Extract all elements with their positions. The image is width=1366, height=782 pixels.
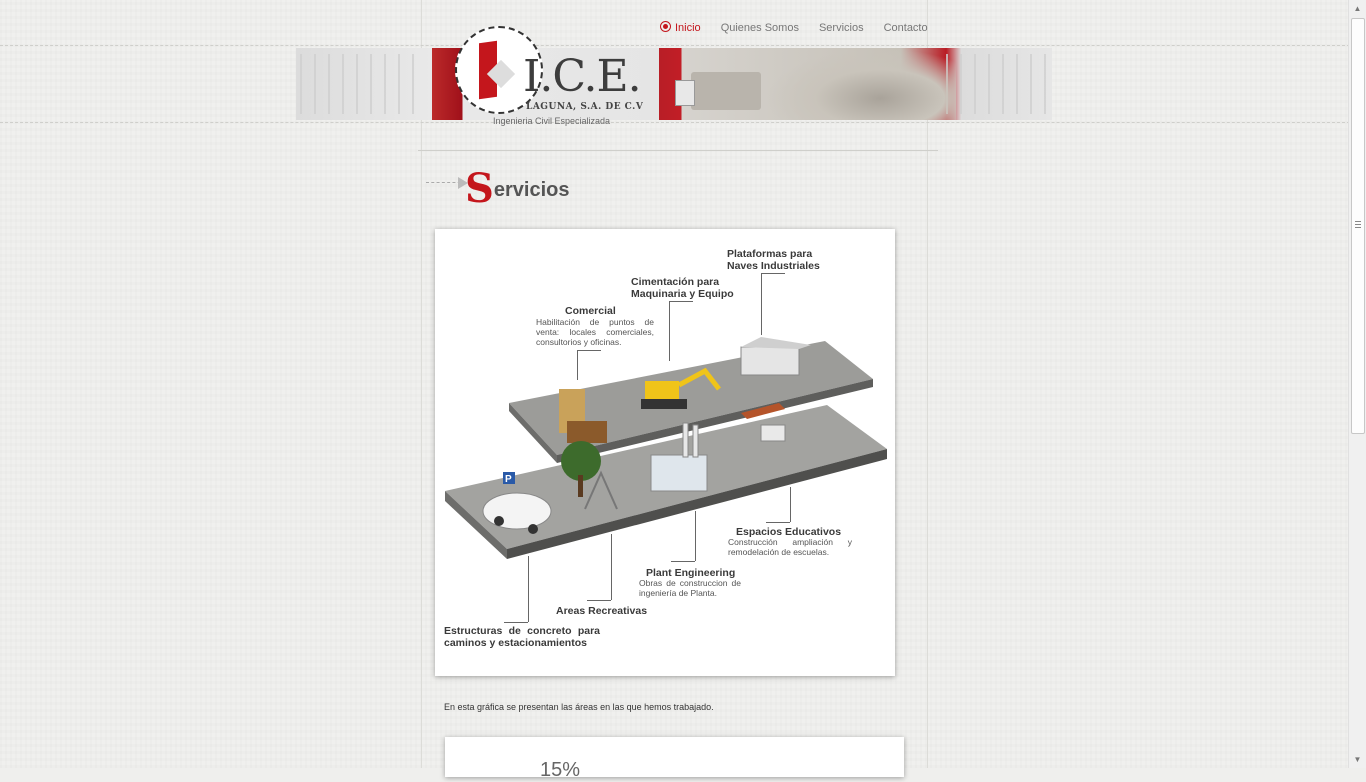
logo-name: I.C.E. [523,51,641,102]
leader-cimentacion [669,301,670,361]
services-diagram-card [435,229,895,676]
header-banner [296,48,1052,120]
desc-comercial: Habilitación de puntos de venta: locales comerciales, consultorios y oficinas. [536,317,654,347]
leader-cimentacion-h [669,301,693,302]
section-title-initial: S [465,165,494,212]
main-nav [650,20,938,36]
leader-espacios-h [766,522,790,523]
leader-espacios [790,487,791,522]
leader-estructuras-h [504,622,528,623]
scroll-grip-icon [1355,221,1361,228]
leader-estructuras [528,556,529,622]
label-cimentacion: Cimentación para Maquinaria y Equipo [631,276,734,300]
percentage-value: 15% [540,759,581,781]
leader-plant-h [671,561,695,562]
nav-quienes-somos[interactable]: Quienes Somos [720,22,799,34]
banner-warehouse-image-right [946,54,1046,114]
section-title-rest: ervicios [493,179,570,201]
scroll-up-arrow-icon[interactable]: ▲ [1353,4,1362,13]
scroll-thumb[interactable] [1351,18,1365,434]
scroll-down-arrow-icon[interactable]: ▼ [1353,755,1362,764]
intro-text: En esta gráfica se presentan las áreas en las que hemos trabajado. [444,702,714,712]
parking-sign-letter: P [505,474,512,485]
section-title [465,165,570,212]
leader-plant [695,511,696,561]
header-separator [418,150,938,151]
leader-comercial-h [577,350,601,351]
logo-subtitle: LAGUNA, S.A. DE C.V [526,102,644,112]
header-dash-line-bottom [0,122,1350,123]
desc-espacios: Construcción ampliación y remodelación de escuelas. [728,537,852,557]
leader-areas [611,534,612,600]
nav-servicios[interactable]: Servicios [818,22,864,34]
banner-construction-site-image [766,48,956,120]
label-plant: Plant Engineering [646,567,736,579]
leader-plataformas-h [761,273,785,274]
banner-dump-truck-image [691,72,761,110]
label-areas: Areas Recreativas [556,605,648,617]
logo-tagline: Ingenieria Civil Especializada [493,116,611,126]
nav-inicio[interactable] [650,20,711,36]
page-scrollbar[interactable] [1348,0,1366,768]
label-plataformas: Plataformas para Naves Industriales [727,248,820,272]
leader-plataformas [761,273,762,335]
leader-areas-h [587,600,611,601]
desc-plant: Obras de construccion de ingeniería de Planta. [639,578,741,598]
label-espacios: Espacios Educativos [736,526,842,538]
section-arrow-icon [426,182,466,193]
banner-warehouse-image [300,54,420,114]
label-comercial: Comercial [565,305,616,317]
percentage-chart-card [445,737,904,781]
label-estructuras: Estructuras de concreto para caminos y estacionamientos [444,625,600,649]
header-dash-line-top [0,45,1350,46]
radio-dot-icon [660,21,671,32]
leader-comercial [577,350,578,380]
nav-contacto[interactable]: Contacto [883,22,928,34]
nav-inicio-label: Inicio [675,22,701,34]
